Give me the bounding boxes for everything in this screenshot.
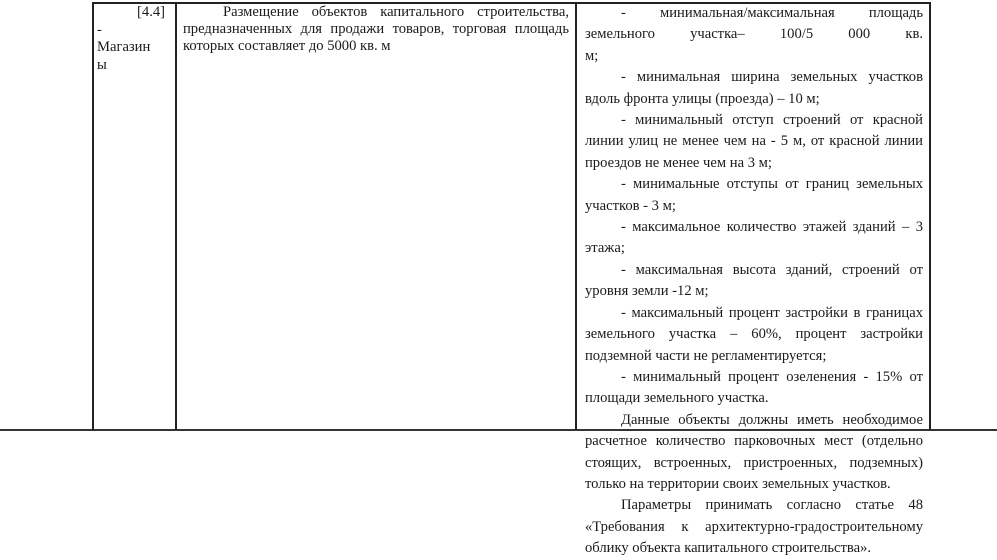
parameters-cell	[585, 3, 923, 560]
column-border-left	[92, 2, 94, 430]
architecture-reference: Параметры принимать согласно статье 48 «Требования к архитектурно-градостроительному облику объекта капитального строительства».	[585, 497, 923, 557]
parameter-item: - максимальное количество этажей зданий – 3 этажа;	[585, 219, 923, 257]
parameter-item: - минимальный процент озеленения - 15% от площади земельного участка.	[585, 368, 923, 407]
column-border-code	[175, 2, 177, 430]
parameter-item: - минимальная/максимальная площадь земельного участка– 100/5 000 кв. м;	[585, 5, 923, 64]
use-type-code: [4.4]	[137, 4, 165, 20]
use-type-name-line2: ы	[97, 56, 107, 73]
use-type-dash: -	[97, 21, 102, 38]
column-border-description	[575, 2, 577, 430]
parking-requirement: Данные объекты должны иметь необходимое расчетное количество парковочных мест (отдельно стоящих, встроенных, пристроенных, подземных) только на территории своих земельных участков.	[585, 411, 923, 492]
use-type-cell	[97, 4, 167, 74]
parameter-item: - минимальный отступ строений от красной линии улиц не менее чем на - 5 м, от красной линии проездов не менее чем на 3 м;	[585, 112, 923, 171]
parameter-item: - максимальная высота зданий, строений от уровня земли -12 м;	[585, 261, 923, 300]
description-cell	[183, 4, 569, 55]
description-text: Размещение объектов капитального строительства, предназначенных для продажи товаров, торговая площадь которых составляет до 5000 кв. м	[183, 4, 569, 54]
parameter-item: - минимальная ширина земельных участков вдоль фронта улицы (проезда) – 10 м;	[585, 69, 923, 107]
parameter-item: - минимальные отступы от границ земельных участков - 3 м;	[585, 176, 923, 214]
use-type-name-line1: Магазин	[97, 39, 151, 55]
parameter-item: - максимальный процент застройки в границах земельного участка – 60%, процент застройки подземной части не регламентируется;	[585, 304, 923, 364]
column-border-right	[929, 2, 931, 430]
